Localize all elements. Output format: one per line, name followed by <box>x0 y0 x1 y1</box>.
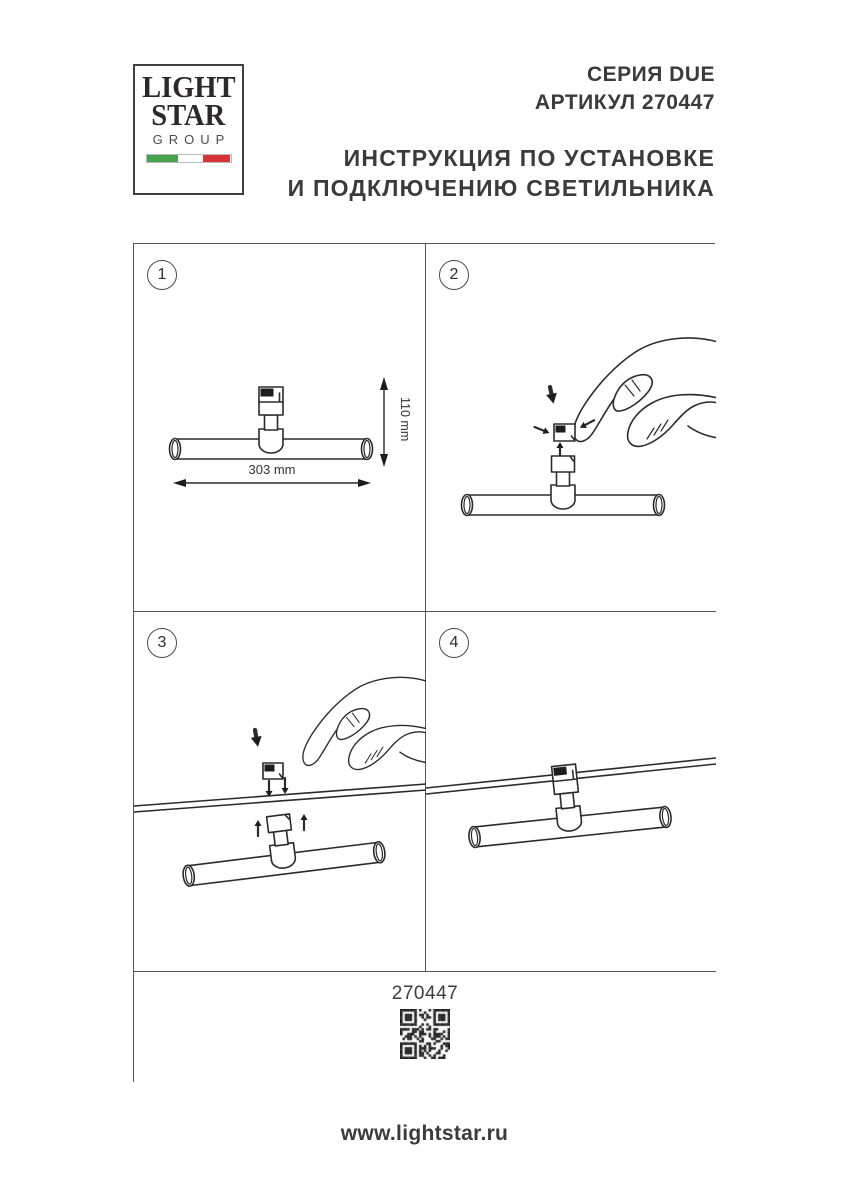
dim-height-label: 110 mm <box>398 397 412 442</box>
logo-word-group: GROUP <box>152 132 231 147</box>
step-1-illustration <box>134 244 426 612</box>
logo-word-star: STAR <box>151 97 226 132</box>
step-2-panel <box>426 244 716 612</box>
document-header <box>288 61 715 203</box>
step-1-badge: 1 <box>147 260 177 290</box>
flag-green <box>147 155 179 162</box>
logo-word-light: LIGHT <box>141 69 236 104</box>
step-2-illustration <box>426 244 716 612</box>
article-qr-panel <box>134 972 716 1083</box>
series-label: СЕРИЯ DUE <box>586 63 715 86</box>
step-4-badge: 4 <box>439 628 469 658</box>
flag-red <box>203 155 231 162</box>
qr-code <box>400 1009 450 1059</box>
italian-flag-bar <box>146 154 232 163</box>
website-url: www.lightstar.ru <box>340 1122 509 1145</box>
step-1-panel <box>134 244 426 612</box>
title-line-2: И ПОДКЛЮЧЕНИЮ СВЕТИЛЬНИКА <box>287 175 715 201</box>
instruction-grid <box>133 243 715 1082</box>
article-label: АРТИКУЛ 270447 <box>534 91 715 114</box>
step-3-illustration <box>134 612 426 972</box>
dim-width-label: 303 mm <box>248 462 296 477</box>
step-2-badge: 2 <box>439 260 469 290</box>
step-4-illustration <box>426 612 716 972</box>
step-4-panel <box>426 612 716 972</box>
step-3-badge: 3 <box>147 628 177 658</box>
step-3-panel <box>134 612 426 972</box>
flag-white <box>178 155 202 162</box>
article-number: 270447 <box>391 983 459 1004</box>
title-line-1: ИНСТРУКЦИЯ ПО УСТАНОВКЕ <box>343 145 715 171</box>
page-title <box>288 143 715 203</box>
lightstar-logo <box>133 64 244 195</box>
